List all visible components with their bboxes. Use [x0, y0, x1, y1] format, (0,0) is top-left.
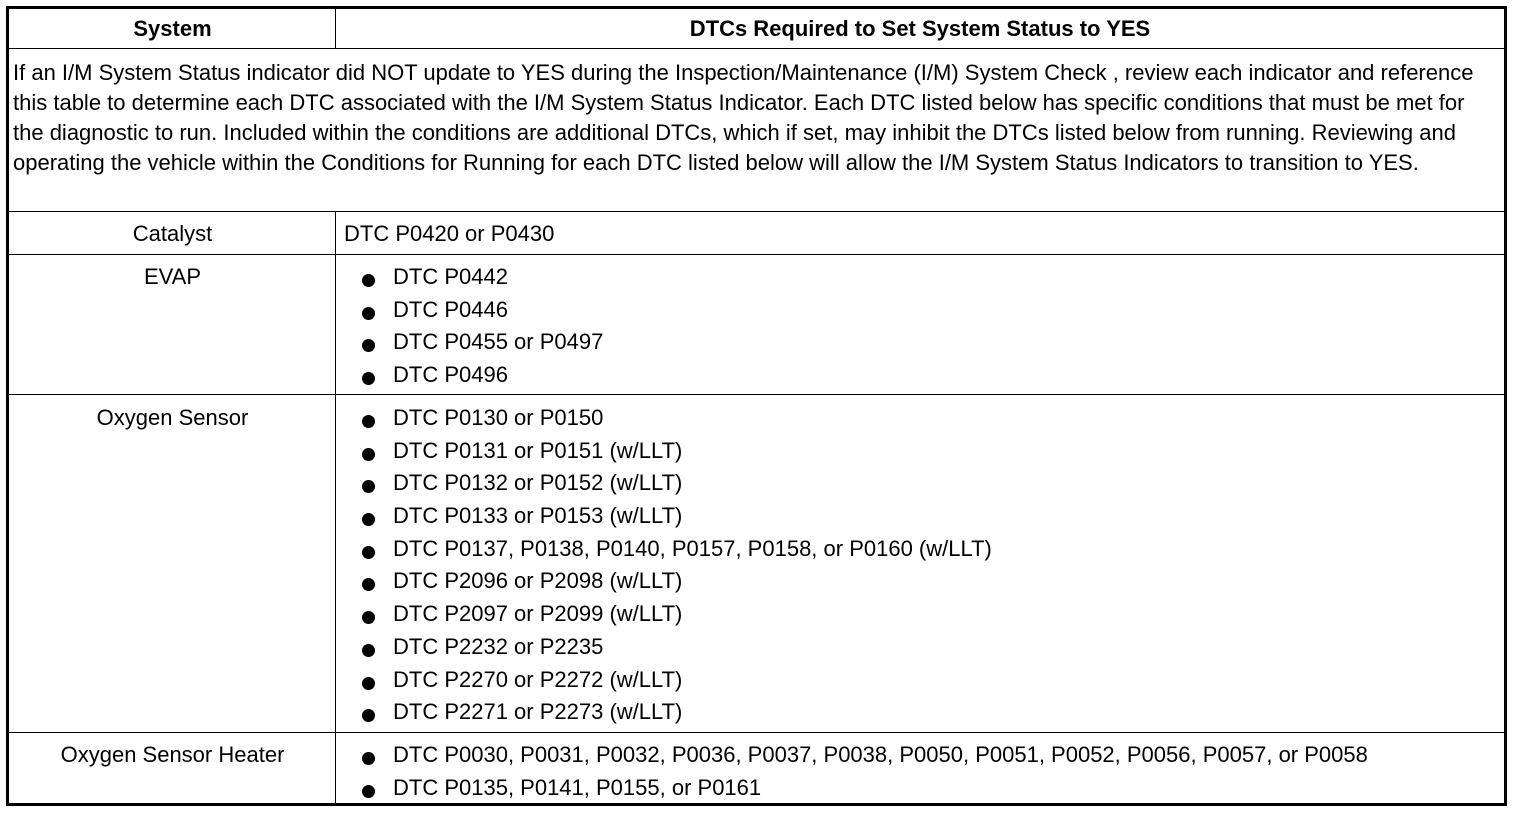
bullet-icon [362, 415, 375, 428]
bullet-icon [362, 513, 375, 526]
row-divider [9, 732, 1504, 733]
list-item: DTC P0137, P0138, P0140, P0157, P0158, or P0160 (w/LLT) [342, 533, 1502, 566]
bullet-icon [362, 339, 375, 352]
list-item: DTC P0132 or P0152 (w/LLT) [342, 467, 1502, 500]
header-system: System [133, 16, 212, 41]
list-item: DTC P2232 or P2235 [342, 631, 1502, 664]
row-divider [9, 254, 1504, 255]
system-oxygen-sensor: Oxygen Sensor [96, 405, 249, 430]
bullet-icon [362, 448, 375, 461]
row-divider [9, 211, 1504, 212]
bullet-icon [362, 644, 375, 657]
dtc-table [6, 6, 1507, 806]
list-item: DTC P0030, P0031, P0032, P0036, P0037, P0038, P0050, P0051, P0052, P0056, P0057, or P0058 [342, 739, 1502, 772]
bullet-icon [362, 546, 375, 559]
system-oxygen-sensor-heater: Oxygen Sensor Heater [60, 742, 285, 767]
row-divider [9, 394, 1504, 395]
dtc-text: DTC P0420 or P0430 [344, 221, 555, 246]
bullet-icon [362, 785, 375, 798]
system-evap: EVAP [143, 264, 202, 289]
dtc-list-evap [342, 261, 1502, 392]
list-item: DTC P0133 or P0153 (w/LLT) [342, 500, 1502, 533]
list-item: DTC P2271 or P2273 (w/LLT) [342, 696, 1502, 729]
bullet-icon [362, 709, 375, 722]
dtc-list-oxygen-sensor-heater [342, 739, 1502, 804]
bullet-icon [362, 372, 375, 385]
bullet-icon [362, 611, 375, 624]
header-dtcs: DTCs Required to Set System Status to YES [689, 16, 1151, 41]
system-catalyst: Catalyst [132, 221, 213, 246]
list-item: DTC P0135, P0141, P0155, or P0161 [342, 772, 1502, 805]
dtc-catalyst [342, 218, 1502, 250]
intro-paragraph: If an I/M System Status indicator did NOT update to YES during the Inspection/Maintenance (I/M) System Check , review each indicator and reference this table to determine each DTC associated with the I/M System Status Indicator. Each DTC listed below has specific conditions that must be met for the diagnostic to run. Included within the conditions are additional DTCs, which if set, may inhibit the DTCs listed below from running. Reviewing and operating the vehicle within the Conditions for Running for each DTC listed below will allow the I/M System Status Indicators to transition to YES. [13, 60, 1474, 175]
bullet-icon [362, 480, 375, 493]
bullet-icon [362, 307, 375, 320]
bullet-icon [362, 274, 375, 287]
bullet-icon [362, 677, 375, 690]
list-item: DTC P0130 or P0150 [342, 402, 1502, 435]
list-item: DTC P2096 or P2098 (w/LLT) [342, 565, 1502, 598]
bullet-icon [362, 752, 375, 765]
list-item: DTC P2097 or P2099 (w/LLT) [342, 598, 1502, 631]
list-item: DTC P0446 [342, 294, 1502, 327]
list-item: DTC P2270 or P2272 (w/LLT) [342, 664, 1502, 697]
column-divider [335, 9, 336, 49]
list-item: DTC P0131 or P0151 (w/LLT) [342, 435, 1502, 468]
list-item: DTC P0496 [342, 359, 1502, 392]
list-item: DTC P0442 [342, 261, 1502, 294]
column-divider [335, 211, 336, 803]
list-item: DTC P0455 or P0497 [342, 326, 1502, 359]
dtc-list-oxygen-sensor [342, 402, 1502, 729]
row-divider [9, 48, 1504, 49]
bullet-icon [362, 578, 375, 591]
